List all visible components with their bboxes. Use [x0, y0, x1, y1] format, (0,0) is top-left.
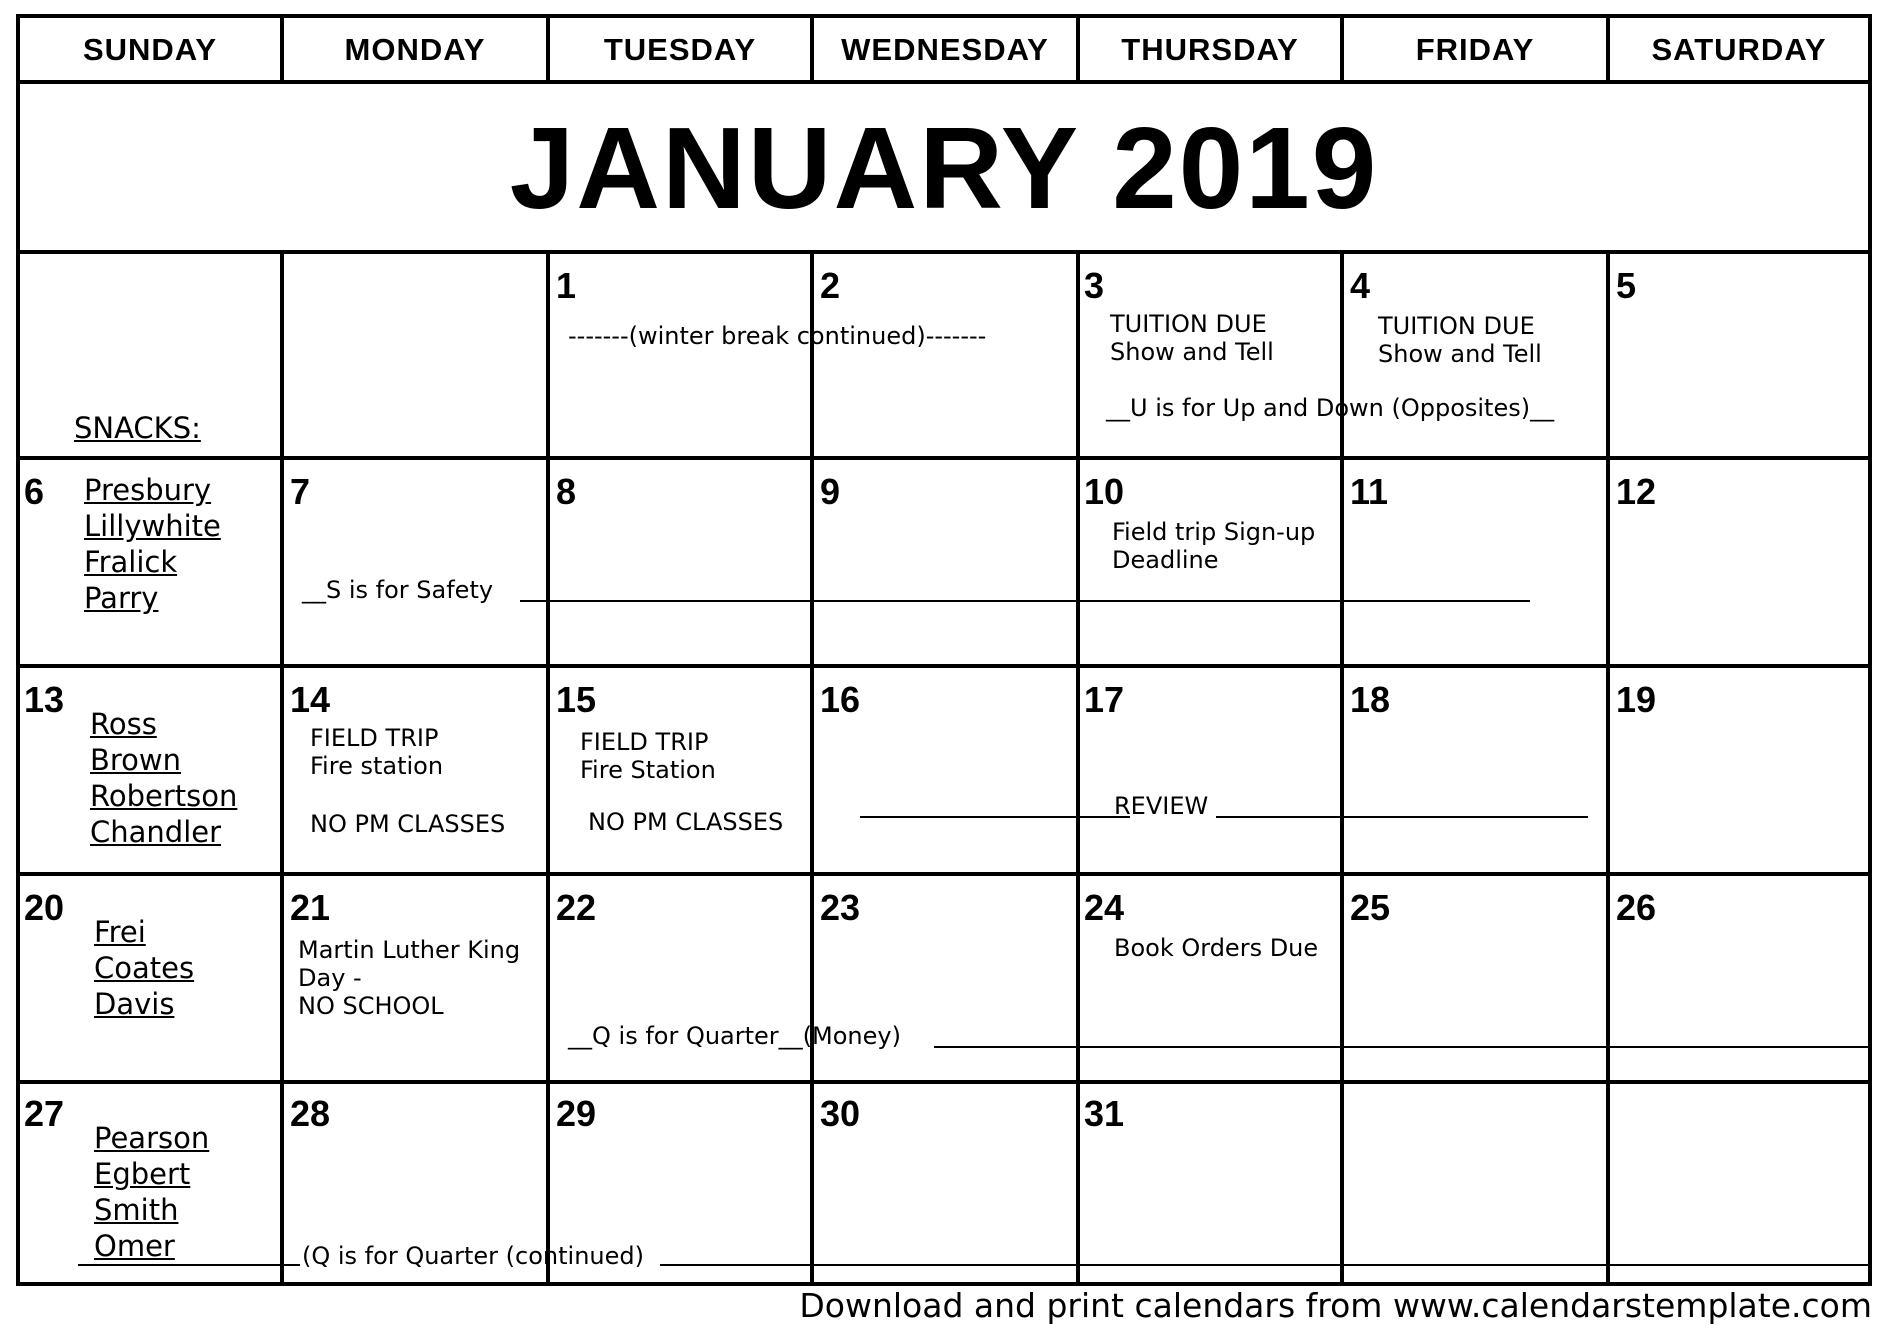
underline-rule	[1216, 816, 1588, 818]
day-number: 9	[820, 471, 841, 512]
day-number: 6	[24, 471, 45, 512]
divider	[546, 250, 550, 1282]
weekday-saturday: SATURDAY	[1651, 32, 1827, 67]
event-fire-station: Fire station	[310, 752, 444, 780]
day-number: 16	[820, 679, 861, 720]
day-number: 12	[1616, 471, 1657, 512]
event-no-pm-classes: NO PM CLASSES	[588, 808, 784, 836]
day-number: 18	[1350, 679, 1391, 720]
divider	[810, 250, 814, 1282]
divider	[20, 456, 1868, 460]
weekday-friday: FRIDAY	[1415, 32, 1535, 67]
snack-name: Frei	[94, 915, 146, 949]
event-tuition-due: TUITION DUE	[1110, 310, 1267, 338]
snack-name: Davis	[94, 987, 175, 1021]
day-number: 5	[1616, 265, 1637, 306]
divider	[1606, 250, 1610, 1282]
day-number: 30	[820, 1093, 861, 1134]
underline-rule	[520, 600, 1530, 602]
day-number: 27	[24, 1093, 65, 1134]
event-field-trip: FIELD TRIP	[310, 724, 439, 752]
day-number: 29	[556, 1093, 597, 1134]
divider	[20, 872, 1868, 876]
event-field-trip-signup: Field trip Sign-up	[1112, 518, 1316, 546]
day-number: 25	[1350, 887, 1391, 928]
event-deadline: Deadline	[1112, 546, 1219, 574]
calendar-grid	[16, 14, 1872, 1286]
divider	[1076, 250, 1080, 1282]
event-no-pm-classes: NO PM CLASSES	[310, 810, 506, 838]
event-tuition-due: TUITION DUE	[1378, 312, 1535, 340]
snack-name: Lillywhite	[84, 509, 221, 543]
divider	[280, 250, 284, 1282]
snack-name: Egbert	[94, 1157, 191, 1191]
day-number: 31	[1084, 1093, 1125, 1134]
day-number: 2	[820, 265, 841, 306]
underline-rule	[934, 1046, 1868, 1048]
divider	[20, 664, 1868, 668]
snack-name: Parry	[84, 581, 159, 615]
weekday-thursday: THURSDAY	[1121, 32, 1299, 67]
underline-rule	[78, 1264, 300, 1266]
day-number: 19	[1616, 679, 1657, 720]
event-letter-s: __S is for Safety	[302, 576, 494, 604]
event-letter-q: __Q is for Quarter__(Money)	[568, 1022, 901, 1050]
day-number: 26	[1616, 887, 1657, 928]
event-show-and-tell: Show and Tell	[1378, 340, 1542, 368]
day-number: 15	[556, 679, 597, 720]
snacks-label: SNACKS:	[74, 411, 201, 445]
event-no-school: NO SCHOOL	[298, 992, 444, 1020]
snack-name: Robertson	[90, 779, 238, 813]
snack-name: Fralick	[84, 545, 178, 579]
underline-rule	[860, 816, 1130, 818]
event-review: REVIEW	[1114, 792, 1209, 820]
day-number: 24	[1084, 887, 1125, 928]
event-winter-break: -------(winter break continued)-------	[568, 322, 987, 350]
day-number: 11	[1350, 471, 1389, 512]
snack-name: Brown	[90, 743, 182, 777]
day-number: 10	[1084, 471, 1125, 512]
footer-credit: Download and print calendars from www.calendarstemplate.com	[799, 1286, 1872, 1325]
snack-name: Coates	[94, 951, 195, 985]
day-number: 23	[820, 887, 861, 928]
event-mlk-day: Martin Luther King	[298, 936, 521, 964]
day-number: 7	[290, 471, 311, 512]
day-number: 1	[556, 265, 577, 306]
day-number: 14	[290, 679, 331, 720]
event-book-orders: Book Orders Due	[1114, 934, 1319, 962]
weekday-wednesday: WEDNESDAY	[841, 32, 1049, 67]
weekday-sunday: SUNDAY	[82, 32, 218, 67]
day-number: 13	[24, 679, 65, 720]
day-number: 20	[24, 887, 65, 928]
month-title: JANUARY 2019	[509, 103, 1379, 233]
underline-rule	[660, 1264, 1868, 1266]
snack-name: Smith	[94, 1193, 179, 1227]
day-number: 8	[556, 471, 577, 512]
weekday-monday: MONDAY	[344, 32, 486, 67]
event-field-trip: FIELD TRIP	[580, 728, 709, 756]
day-number: 3	[1084, 265, 1105, 306]
snack-name: Ross	[90, 707, 157, 741]
event-mlk-day: Day -	[298, 964, 362, 992]
day-number: 17	[1084, 679, 1125, 720]
divider	[20, 1080, 1868, 1084]
snack-name: Chandler	[90, 815, 222, 849]
day-number: 28	[290, 1093, 331, 1134]
day-number: 21	[290, 887, 331, 928]
snack-name: Omer	[94, 1229, 175, 1263]
event-letter-q-continued: (Q is for Quarter (continued)	[302, 1242, 644, 1270]
day-number: 4	[1350, 265, 1371, 306]
snack-name: Presbury	[84, 473, 212, 507]
weekday-tuesday: TUESDAY	[603, 32, 757, 67]
snack-name: Pearson	[94, 1121, 210, 1155]
event-show-and-tell: Show and Tell	[1110, 338, 1274, 366]
day-number: 22	[556, 887, 597, 928]
event-letter-u: __U is for Up and Down (Opposites)__	[1106, 394, 1555, 422]
event-fire-station: Fire Station	[580, 756, 716, 784]
